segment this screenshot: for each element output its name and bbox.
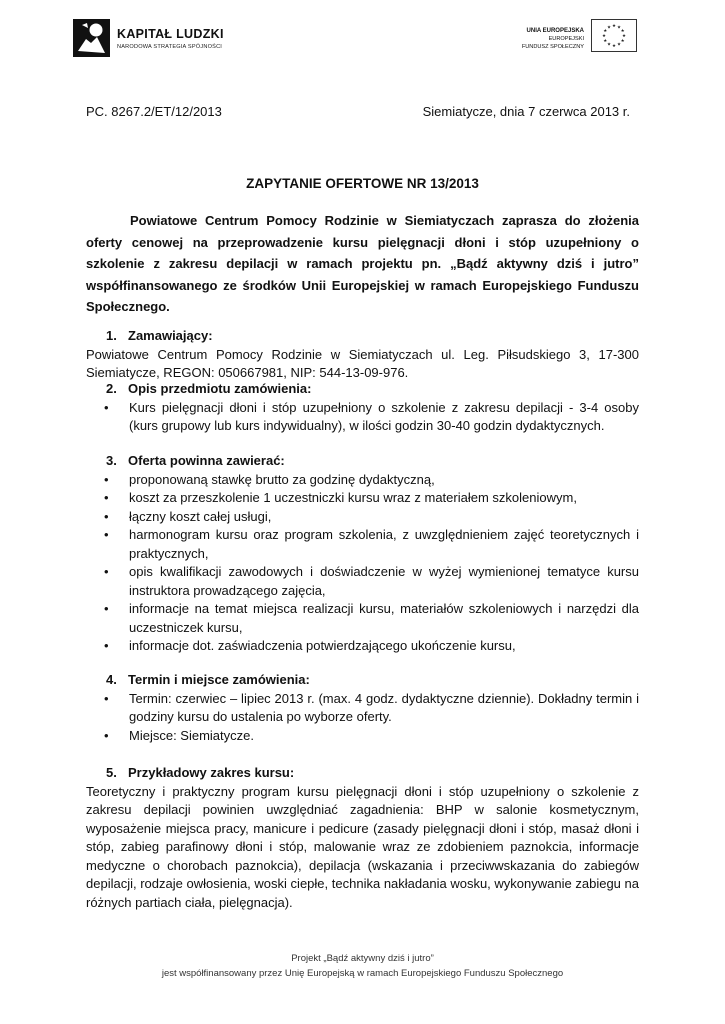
bullet-list [86,690,639,746]
section-heading [86,327,639,346]
footer-line-2: jest współfinansowany przez Unię Europejską w ramach Europejskiego Funduszu Społecznego [161,968,564,979]
section-heading [86,380,639,399]
eu-line-1: UNIA EUROPEJSKA [526,28,584,34]
eu-line-3: FUNDUSZ SPOŁECZNY [521,44,584,50]
svg-text:★: ★ [620,39,625,44]
list-item [86,727,639,746]
list-item-text: opis kwalifikacji zawodowych i doświadczenie w wyżej wymienionej tematyce kursu instruktora prowadzącego zajęcia, [129,564,639,598]
eu-label [480,27,584,51]
section-5 [86,764,639,912]
list-item [86,637,639,656]
section-heading [86,671,639,690]
list-item-text: łączny koszt całej usługi, [129,508,272,524]
section-heading [86,452,639,471]
logo-title: KAPITAŁ LUDZKI [117,27,224,41]
eu-stars-icon [592,20,636,51]
svg-text:★: ★ [603,39,608,44]
svg-text:★: ★ [606,42,612,48]
bullet-icon: • [104,399,109,415]
section-4 [86,671,639,745]
list-item [86,508,639,527]
bullet-icon: • [104,638,109,653]
section-body: Powiatowe Centrum Pomocy Rodzinie w Siemiatyczach ul. Leg. Piłsudskiego 3, 17-300 Siemiatycze, REGON: 050667981, NIP: 544-13-09-976. [86,346,639,380]
bullet-icon: • [104,727,109,743]
logo-subtitle: NARODOWA STRATEGIA SPÓJNOŚCI [117,44,223,50]
eu-line-2: EUROPEJSKI [548,36,584,42]
section-2 [86,380,639,436]
eu-flag [591,19,637,52]
svg-text:★: ★ [603,29,608,34]
bullet-icon: • [104,508,109,524]
svg-text:★: ★ [621,34,627,39]
section-3 [86,452,639,656]
list-item [86,489,639,508]
section-number: 2. [106,381,117,396]
list-item [86,526,639,563]
list-item [86,563,639,600]
section-number: 1. [106,328,117,343]
section-body: Teoretyczny i praktyczny program kursu pielęgnacji dłoni i stóp uzupełniony o szkolenie z zakresu depilacji powinien uwzględniać zagadnienia: BHP w salonie kosmetycznym, wyposażenie miejsca pracy, manicure i pedicure (zasady pielęgnacji dłoni i stóp, masaż dłoni i stóp, zabieg parafinowy dłoni i stóp, malowanie wraz ze zdobieniem paznokcia, informacje medyczne o chorobach paznokcia), depilacja (wskazania i przeciwwskazania do zabiegów depilacji, rodzaje owłosienia, woski ciepłe, technika nakładania wosku, wykonywanie zabiegu na różnych partiach ciała, pielęgnacja). [86,783,639,910]
list-item-text: informacje na temat miejsca realizacji kursu, materiałów szkoleniowych i narzędzi dla uczestniczek kursu, [129,601,639,635]
section-heading [86,764,639,783]
list-item-text: proponowaną stawkę brutto za godzinę dydaktyczną, [129,471,435,487]
section-title: Oferta powinna zawierać: [128,453,285,468]
svg-text:★: ★ [601,34,607,39]
footer-line-1: Projekt „Bądź aktywny dziś i jutro” [291,953,434,964]
bullet-icon: • [104,690,109,706]
kapital-ludzki-logo [72,17,242,61]
bullet-icon: • [104,564,109,579]
list-item-text: informacje dot. zaświadczenia potwierdzającego ukończenie kursu, [129,638,516,653]
list-item [86,399,639,436]
section-title: Zamawiający: [128,328,213,343]
list-item-text: koszt za przeszkolenie 1 uczestniczki kursu wraz z materiałem szkoleniowym, [129,490,577,505]
list-item-text: Kurs pielęgnacji dłoni i stóp uzupełniony o szkolenie z zakresu depilacji - 3-4 osoby (kurs grupowy lub kurs indywidualny), w ilości godzin 30-40 godzin dydaktycznych. [129,399,639,433]
section-title: Termin i miejsce zamówienia: [128,672,310,687]
svg-text:★: ★ [616,25,622,31]
section-title: Przykładowy zakres kursu: [128,765,295,780]
intro-paragraph: Powiatowe Centrum Pomocy Rodzinie w Siemiatyczach zaprasza do złożenia oferty cenowej na przeprowadzenie kursu pielęgnacji dłoni i stóp uzupełniony o szkolenie z zakresu depilacji w ramach projektu pn. „Bądź aktywny dziś i jutro” współfinansowanego ze środków Unii Europejskiej w ramach Europejskiego Funduszu Społecznego. [86,213,639,314]
section-number: 5. [106,765,117,780]
bullet-icon: • [104,471,109,487]
list-item-text: harmonogram kursu oraz program szkolenia, z uwzględnieniem zajęć teoretycznych i praktycznych, [129,527,639,561]
svg-text:★: ★ [616,42,622,48]
page-footer [0,951,725,981]
kapital-ludzki-emblem-icon [72,17,112,61]
bullet-list [86,399,639,436]
list-item-text: Termin: czerwiec – lipiec 2013 r. (max. 4 godz. dydaktyczne dziennie). Dokładny termin i godziny kursu do ustalenia po wyborze oferty. [129,690,639,724]
bullet-icon: • [104,527,109,542]
svg-text:★: ★ [611,24,617,29]
list-item-text: Miejsce: Siemiatycze. [129,727,254,743]
list-item [86,690,639,727]
section-1 [86,327,639,383]
section-title: Opis przedmiotu zamówienia: [128,381,312,396]
place-date: Siemiatycze, dnia 7 czerwca 2013 r. [422,104,630,119]
section-number: 3. [106,453,117,468]
document-title: ZAPYTANIE OFERTOWE NR 13/2013 [246,176,479,191]
bullet-icon: • [104,601,109,616]
svg-text:★: ★ [620,29,625,34]
list-item [86,600,639,637]
bullet-list [86,471,639,656]
document-reference: PC. 8267.2/ET/12/2013 [86,104,222,119]
bullet-icon: • [104,490,109,505]
svg-text:★: ★ [611,44,617,49]
svg-text:★: ★ [606,25,612,31]
list-item [86,471,639,490]
section-number: 4. [106,672,117,687]
